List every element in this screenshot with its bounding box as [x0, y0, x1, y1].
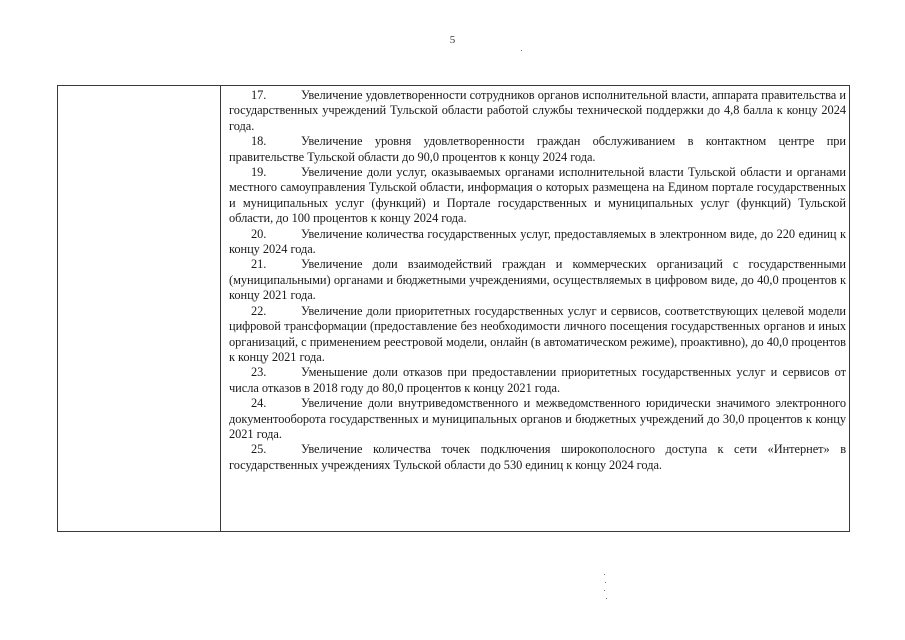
item-text: Увеличение доли приоритетных государственных услуг и сервисов, соответствующих целевой модели цифровой трансформации (предоставление без необходимости личного посещения государственных органов и иных организаций, с применением реестровой модели, онлайн (в автоматическом режиме), проактивно), до 40,0 процентов к концу 2021 года.: [229, 303, 846, 364]
item-number: 19.: [251, 165, 267, 180]
scan-speck: [521, 50, 522, 51]
item-text: Увеличение доли взаимодействий граждан и коммерческих организаций с государственными (муниципальными) органами и бюджетными учреждениями, осуществляемых в цифровом виде, до 40,0 процентов к концу 2021 года.: [229, 257, 846, 303]
item-text: Увеличение доли внутриведомственного и межведомственного юридически значимого электронного документооборота государственных и муниципальных органов и бюджетных учреждений до 30,0 процентов к концу 2021 года.: [229, 396, 846, 441]
item-number: 21.: [251, 257, 267, 272]
list-item: [229, 442, 846, 473]
scan-speck: [604, 574, 605, 575]
item-text: Увеличение количества точек подключения широкополосного доступа к сети «Интернет» в государственных учреждениях Тульской области до 530 единиц к концу 2024 года.: [229, 442, 846, 472]
item-text: Уменьшение доли отказов при предоставлении приоритетных государственных услуг и сервисов от числа отказов в 2018 году до 80,0 процентов к концу 2021 года.: [229, 365, 846, 395]
table-right-cell: [221, 86, 849, 531]
item-number: 24.: [251, 396, 267, 411]
scan-speck: [604, 590, 605, 591]
item-number: 17.: [251, 88, 267, 102]
scan-speck: [606, 598, 607, 599]
list-item: [229, 165, 846, 227]
item-text: Увеличение удовлетворенности сотрудников органов исполнительной власти, аппарата правительства и государственных учреждений Тульской области работой службы технической поддержки до 4,8 балла к концу 2024 года.: [229, 88, 846, 133]
table-left-cell: [58, 86, 221, 531]
item-number: 25.: [251, 442, 267, 457]
item-number: 18.: [251, 134, 267, 149]
list-item: [229, 396, 846, 442]
list-item: [229, 304, 846, 366]
item-number: 23.: [251, 365, 267, 380]
list-item: [229, 257, 846, 303]
list-item: [229, 227, 846, 258]
list-item: [229, 88, 846, 134]
item-text: Увеличение количества государственных услуг, предоставляемых в электронном виде, до 220 единиц к концу 2024 года.: [229, 226, 846, 257]
item-number: 22.: [251, 303, 267, 318]
page-number: 5: [449, 34, 456, 46]
list-item: [229, 365, 846, 396]
list-item: [229, 134, 846, 165]
item-text: Увеличение уровня удовлетворенности граждан обслуживанием в контактном центре при правительстве Тульской области до 90,0 процентов к концу 2024 года.: [229, 134, 846, 164]
scan-speck: [605, 582, 606, 583]
item-text: Увеличение доли услуг, оказываемых органами исполнительной власти Тульской области и органами местного самоуправления Тульской области, информация о которых размещена на Едином портале государственных и муниципальных услуг (функций) и Портале государственных и муниципальных услуг (функций) Тульской области, до 100 процентов к концу 2024 года.: [229, 165, 846, 226]
document-table: [57, 85, 850, 532]
item-number: 20.: [251, 226, 267, 241]
